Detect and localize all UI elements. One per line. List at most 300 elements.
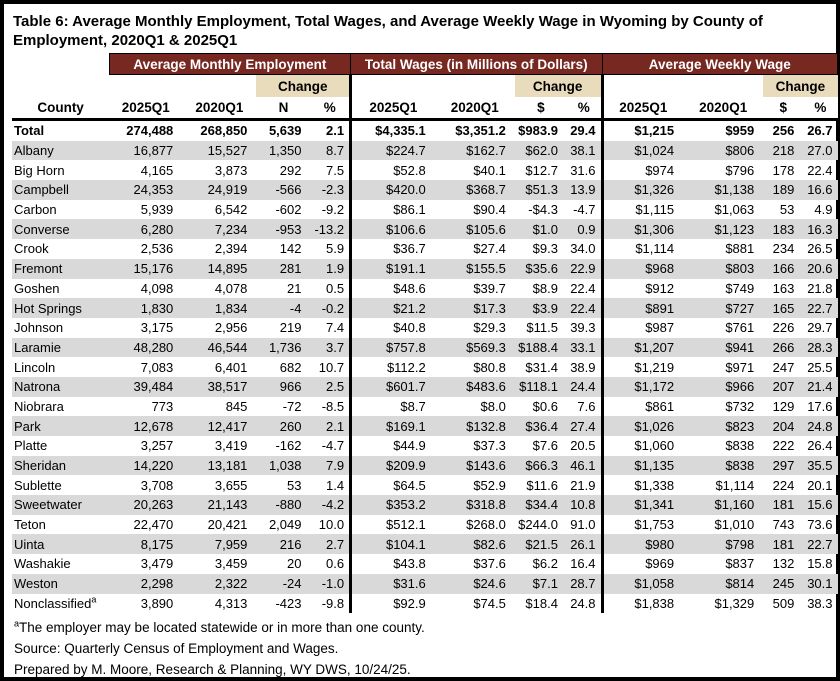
value-cell: -162: [275, 438, 302, 454]
value-cell: $39.7: [473, 280, 506, 296]
county-name-cell: Weston: [12, 574, 109, 594]
group-header-total-wages: Total Wages (in Millions of Dollars): [351, 54, 602, 75]
value-cell: $18.4: [525, 595, 558, 611]
value-cell: 16.4: [570, 556, 596, 572]
value-cell: 166: [763, 259, 803, 279]
value-cell: $968: [602, 259, 683, 279]
value-cell: $52.8: [351, 160, 435, 180]
value-cell: 21,143: [182, 495, 256, 515]
value-cell: $941: [683, 338, 763, 358]
footnote-marker: a: [91, 594, 97, 605]
value-cell: 15,527: [182, 141, 256, 161]
value-cell: 6,280: [109, 219, 182, 239]
table-row: [12, 436, 838, 456]
value-cell: 4,165: [140, 162, 174, 178]
value-cell: $959: [725, 123, 755, 139]
value-cell: 266: [763, 338, 803, 358]
value-cell: 26.4: [807, 438, 833, 454]
value-cell: 73.6: [807, 517, 833, 533]
value-cell: $66.3: [515, 456, 567, 476]
value-cell: $1,753: [602, 515, 683, 535]
value-cell: 8,175: [109, 534, 182, 554]
value-cell: $1,026: [602, 416, 683, 436]
table-row: [12, 515, 838, 535]
value-cell: 16.3: [803, 219, 837, 239]
value-cell: 222: [772, 438, 795, 454]
value-cell: 7.9: [310, 456, 350, 476]
value-cell: $8.7: [351, 397, 435, 417]
value-cell: -4.7: [321, 438, 345, 454]
value-cell: 20,421: [207, 517, 248, 533]
value-cell: $11.6: [526, 477, 558, 493]
value-cell: 38.3: [807, 595, 833, 611]
table-row: [12, 554, 838, 574]
table-row: [12, 219, 838, 239]
value-cell: 845: [225, 398, 248, 414]
value-cell: 1,736: [256, 338, 310, 358]
blank-cell: [12, 75, 109, 98]
value-cell: 25.5: [807, 359, 833, 375]
value-cell: $749: [725, 280, 755, 296]
value-cell: 2,322: [182, 574, 256, 594]
value-cell: 682: [279, 359, 302, 375]
county-name-cell: Platte: [14, 438, 48, 454]
value-cell: $106.6: [351, 219, 435, 239]
value-cell: 3,873: [214, 162, 248, 178]
value-cell: 48,280: [109, 338, 182, 358]
value-cell: 31.6: [570, 162, 596, 178]
value-cell: $861: [602, 397, 683, 417]
value-cell: 142: [279, 241, 302, 257]
value-cell: 2.7: [310, 534, 350, 554]
value-cell: $569.3: [435, 338, 515, 358]
value-cell: $48.6: [351, 279, 435, 299]
value-cell: $37.3: [473, 438, 506, 454]
value-cell: $601.7: [351, 377, 435, 397]
value-cell: 274,488: [126, 123, 174, 139]
county-name-cell: Crook: [14, 241, 49, 257]
value-cell: 183: [763, 219, 803, 239]
value-cell: 292: [279, 162, 302, 178]
value-cell: $86.1: [351, 200, 435, 220]
value-cell: 2,298: [109, 574, 182, 594]
value-cell: 234: [772, 241, 795, 257]
county-name-cell: Nonclassified$^a$: [14, 594, 97, 611]
table-row: [12, 120, 838, 141]
value-cell: 297: [763, 456, 803, 476]
value-cell: 16,877: [109, 141, 182, 161]
value-cell: $971: [725, 359, 755, 375]
col-header: 2025Q1: [351, 97, 435, 120]
column-header-row: [12, 97, 838, 120]
county-name-cell: Lincoln: [14, 359, 56, 375]
value-cell: $12.7: [525, 162, 558, 178]
value-cell: $36.7: [351, 239, 435, 259]
value-cell: 10.7: [318, 359, 345, 375]
value-cell: 3,459: [214, 556, 248, 572]
table-row: [12, 259, 838, 279]
value-cell: 189: [763, 180, 803, 200]
value-cell: 20.1: [807, 477, 833, 493]
value-cell: -602: [275, 202, 302, 218]
change-label-employment: Change: [256, 75, 350, 98]
value-cell: $90.4: [473, 202, 506, 218]
col-header-county: County: [12, 97, 109, 120]
value-cell: $803: [683, 259, 763, 279]
value-cell: 2,049: [268, 517, 302, 533]
value-cell: 178: [772, 162, 795, 178]
col-header: 2020Q1: [182, 97, 256, 120]
value-cell: $105.6: [435, 219, 515, 239]
table-row: [12, 318, 838, 338]
value-cell: $4,335.1: [351, 120, 435, 141]
county-name-cell: Campbell: [12, 180, 109, 200]
value-cell: $1,024: [602, 141, 683, 161]
value-cell: 12,417: [182, 416, 256, 436]
value-cell: -0.2: [310, 298, 350, 318]
report-page: [4, 4, 836, 680]
value-cell: $1,138: [683, 180, 763, 200]
value-cell: $40.8: [351, 318, 435, 338]
value-cell: 7,959: [182, 534, 256, 554]
value-cell: -953: [256, 219, 310, 239]
value-cell: $1,172: [602, 377, 683, 397]
value-cell: 53: [287, 477, 302, 493]
value-cell: $881: [725, 241, 755, 257]
county-name-cell: Hot Springs: [12, 298, 109, 318]
table-row: [12, 574, 838, 594]
value-cell: 21.8: [807, 280, 833, 296]
value-cell: $974: [602, 160, 683, 180]
value-cell: 0.5: [326, 280, 345, 296]
value-cell: $806: [683, 141, 763, 161]
value-cell: 28.7: [567, 574, 602, 594]
value-cell: $796: [725, 162, 755, 178]
table-title: Table 6: Average Monthly Employment, Total Wages, and Average Weekly Wage in Wyoming by County of Employment, 2020Q1 & 2025Q1: [13, 13, 763, 49]
value-cell: 181: [763, 495, 803, 515]
value-cell: 21.4: [803, 377, 837, 397]
value-cell: $209.9: [351, 456, 435, 476]
value-cell: 91.0: [570, 517, 596, 533]
value-cell: 38.1: [567, 141, 602, 161]
value-cell: 33.1: [567, 338, 602, 358]
value-cell: 53: [779, 202, 795, 218]
value-cell: 24,353: [109, 180, 182, 200]
value-cell: $82.6: [435, 534, 515, 554]
county-name-cell: Carbon: [14, 202, 57, 218]
value-cell: $1,207: [602, 338, 683, 358]
value-cell: $318.8: [435, 495, 515, 515]
value-cell: 20,263: [109, 495, 182, 515]
value-cell: 218: [763, 141, 803, 161]
value-cell: $420.0: [351, 180, 435, 200]
value-cell: $1,215: [602, 120, 683, 141]
value-cell: $162.7: [435, 141, 515, 161]
table-row: [12, 298, 838, 318]
value-cell: $1,329: [714, 595, 755, 611]
value-cell: 22.7: [803, 534, 837, 554]
county-name-cell: Laramie: [12, 338, 109, 358]
table-row: [12, 279, 838, 299]
value-cell: $483.6: [435, 377, 515, 397]
value-cell: $44.9: [351, 436, 435, 456]
value-cell: -13.2: [310, 219, 350, 239]
value-cell: $1,114: [715, 477, 755, 493]
value-cell: 27.0: [803, 141, 837, 161]
value-cell: $37.6: [473, 556, 506, 572]
value-cell: 30.1: [803, 574, 837, 594]
value-cell: $40.1: [473, 162, 506, 178]
value-cell: 27.4: [567, 416, 602, 436]
value-cell: $112.2: [351, 357, 435, 377]
county-name-cell: Johnson: [14, 320, 64, 336]
value-cell: $1,135: [602, 456, 683, 476]
table-row: [12, 160, 838, 180]
value-cell: $6.2: [532, 556, 558, 572]
value-cell: 5,939: [140, 202, 174, 218]
value-cell: 21: [287, 280, 302, 296]
col-header: 2025Q1: [602, 97, 683, 120]
value-cell: 0.6: [326, 556, 345, 572]
county-name-cell: Uinta: [12, 534, 109, 554]
value-cell: 7,083: [140, 359, 174, 375]
value-cell: 46.1: [567, 456, 602, 476]
value-cell: 20.6: [803, 259, 837, 279]
value-cell: $891: [602, 298, 683, 318]
value-cell: 8.7: [310, 141, 350, 161]
value-cell: $52.9: [473, 477, 506, 493]
value-cell: $3,351.2: [455, 123, 506, 139]
value-cell: $118.1: [515, 377, 567, 397]
value-cell: $268.0: [466, 517, 506, 533]
value-cell: 4.9: [814, 202, 833, 218]
value-cell: $1,338: [602, 475, 683, 495]
table-row: [12, 239, 838, 259]
value-cell: 204: [763, 416, 803, 436]
value-cell: 2.1: [310, 416, 350, 436]
value-cell: $1,326: [602, 180, 683, 200]
value-cell: 165: [763, 298, 803, 318]
value-cell: 10.8: [567, 495, 602, 515]
table-row: [12, 397, 838, 417]
county-name-cell: Sheridan: [12, 456, 109, 476]
county-name-cell: Teton: [14, 517, 46, 533]
value-cell: 773: [151, 398, 174, 414]
value-cell: $24.6: [435, 574, 515, 594]
table-row: [12, 180, 838, 200]
value-cell: $155.5: [435, 259, 515, 279]
county-name-cell: Natrona: [12, 377, 109, 397]
value-cell: $353.2: [351, 495, 435, 515]
value-cell: $143.6: [435, 456, 515, 476]
county-name-cell: Converse: [12, 219, 109, 239]
value-cell: $244.0: [518, 517, 558, 533]
footnotes: [14, 617, 829, 680]
value-cell: $17.3: [435, 298, 515, 318]
value-cell: 1.9: [310, 259, 350, 279]
col-header: %: [567, 97, 602, 120]
table-row: [12, 377, 838, 397]
county-name-cell: Washakie: [14, 556, 71, 572]
value-cell: 256: [772, 123, 795, 139]
value-cell: 20.5: [570, 438, 596, 454]
change-label-total-wages: Change: [515, 75, 602, 98]
value-cell: 22.4: [567, 298, 602, 318]
value-cell: $21.2: [351, 298, 435, 318]
value-cell: -4.7: [573, 202, 596, 218]
value-cell: $838: [725, 438, 755, 454]
value-cell: 743: [772, 517, 795, 533]
value-cell: 163: [772, 280, 795, 296]
value-cell: $1,123: [683, 219, 763, 239]
value-cell: 3,419: [214, 438, 248, 454]
value-cell: 39,484: [109, 377, 182, 397]
value-cell: 14,220: [109, 456, 182, 476]
value-cell: -9.8: [321, 595, 345, 611]
value-cell: 3,655: [214, 477, 248, 493]
footnote-source: Source: Quarterly Census of Employment and Wages.: [14, 641, 339, 657]
value-cell: 29.7: [807, 320, 833, 336]
value-cell: $1,063: [714, 202, 755, 218]
value-cell: -$4.3: [528, 202, 558, 218]
county-name-cell: Niobrara: [14, 398, 64, 414]
value-cell: $21.5: [515, 534, 567, 554]
value-cell: 224: [772, 477, 795, 493]
value-cell: 129: [772, 398, 795, 414]
county-name-cell: Albany: [12, 141, 109, 161]
value-cell: 28.3: [803, 338, 837, 358]
value-cell: 24.8: [570, 595, 596, 611]
value-cell: 46,544: [182, 338, 256, 358]
value-cell: -4: [256, 298, 310, 318]
value-cell: 38.9: [570, 359, 596, 375]
value-cell: 247: [772, 359, 795, 375]
col-header: $: [763, 97, 803, 120]
value-cell: 1,350: [256, 141, 310, 161]
table-row: [12, 534, 838, 554]
value-cell: 17.6: [807, 398, 833, 414]
value-cell: $814: [683, 574, 763, 594]
value-cell: 14,895: [182, 259, 256, 279]
value-cell: 12,678: [109, 416, 182, 436]
value-cell: $62.0: [515, 141, 567, 161]
value-cell: 7.4: [326, 320, 345, 336]
value-cell: $1,160: [683, 495, 763, 515]
value-cell: $969: [602, 554, 683, 574]
value-cell: 24,919: [182, 180, 256, 200]
value-cell: $368.7: [435, 180, 515, 200]
change-label-weekly-wage: Change: [763, 75, 837, 98]
table-row: [12, 416, 838, 436]
value-cell: -9.2: [321, 202, 345, 218]
value-cell: 26.7: [807, 123, 833, 139]
value-cell: 26.1: [567, 534, 602, 554]
value-cell: 4,098: [140, 280, 174, 296]
value-cell: $1.0: [515, 219, 567, 239]
value-cell: 207: [763, 377, 803, 397]
value-cell: 1,038: [256, 456, 310, 476]
value-cell: 6,542: [214, 202, 248, 218]
table-row: [12, 594, 838, 614]
value-cell: -24: [256, 574, 310, 594]
value-cell: 0.9: [567, 219, 602, 239]
value-cell: $1,219: [602, 357, 683, 377]
value-cell: 22.4: [570, 280, 596, 296]
table-row: [12, 456, 838, 476]
value-cell: $1,341: [602, 495, 683, 515]
blank-cell: [602, 75, 763, 98]
value-cell: $74.5: [473, 595, 506, 611]
value-cell: $64.5: [351, 475, 435, 495]
value-cell: $80.8: [473, 359, 506, 375]
table-row: [12, 357, 838, 377]
value-cell: $35.6: [515, 259, 567, 279]
value-cell: -2.3: [310, 180, 350, 200]
value-cell: $7.1: [515, 574, 567, 594]
value-cell: 3,479: [140, 556, 174, 572]
value-cell: 21.9: [570, 477, 596, 493]
value-cell: 966: [256, 377, 310, 397]
value-cell: $1,058: [602, 574, 683, 594]
value-cell: 219: [279, 320, 302, 336]
col-header: 2020Q1: [435, 97, 515, 120]
value-cell: 509: [772, 595, 795, 611]
county-name-cell: Goshen: [14, 280, 60, 296]
blank-cell: [351, 75, 515, 98]
value-cell: 1,830: [109, 298, 182, 318]
value-cell: $1,114: [602, 239, 683, 259]
value-cell: 1,834: [182, 298, 256, 318]
value-cell: -4.2: [310, 495, 350, 515]
county-name-cell: Sweetwater: [12, 495, 109, 515]
table-row: [12, 475, 838, 495]
value-cell: -566: [256, 180, 310, 200]
value-cell: 26.5: [807, 241, 833, 257]
value-cell: 281: [256, 259, 310, 279]
change-header-row: [12, 75, 838, 98]
footnote-marker: a: [14, 618, 20, 629]
county-name-cell: Big Horn: [14, 162, 65, 178]
value-cell: 20: [287, 556, 302, 572]
col-header: $: [515, 97, 567, 120]
value-cell: $7.6: [532, 438, 558, 454]
col-header: %: [310, 97, 350, 120]
value-cell: $1,838: [602, 594, 683, 614]
value-cell: $732: [725, 398, 755, 414]
value-cell: 7,234: [182, 219, 256, 239]
value-cell: $43.8: [351, 554, 435, 574]
table-row: [12, 495, 838, 515]
value-cell: 3.7: [310, 338, 350, 358]
group-header-weekly-wage: Average Weekly Wage: [602, 54, 838, 75]
value-cell: 1.4: [326, 477, 345, 493]
value-cell: $1,306: [602, 219, 683, 239]
blank-corner-cell: [12, 54, 109, 75]
value-cell: 15,176: [109, 259, 182, 279]
value-cell: 226: [772, 320, 795, 336]
value-cell: $8.9: [532, 280, 558, 296]
value-cell: $224.7: [351, 141, 435, 161]
col-header: 2020Q1: [683, 97, 763, 120]
value-cell: 22.7: [803, 298, 837, 318]
value-cell: 3,257: [140, 438, 174, 454]
value-cell: $31.4: [525, 359, 558, 375]
blank-cell: [109, 75, 256, 98]
employment-wages-table: [12, 53, 838, 613]
value-cell: -880: [256, 495, 310, 515]
value-cell: 268,850: [200, 123, 248, 139]
value-cell: $132.8: [435, 416, 515, 436]
